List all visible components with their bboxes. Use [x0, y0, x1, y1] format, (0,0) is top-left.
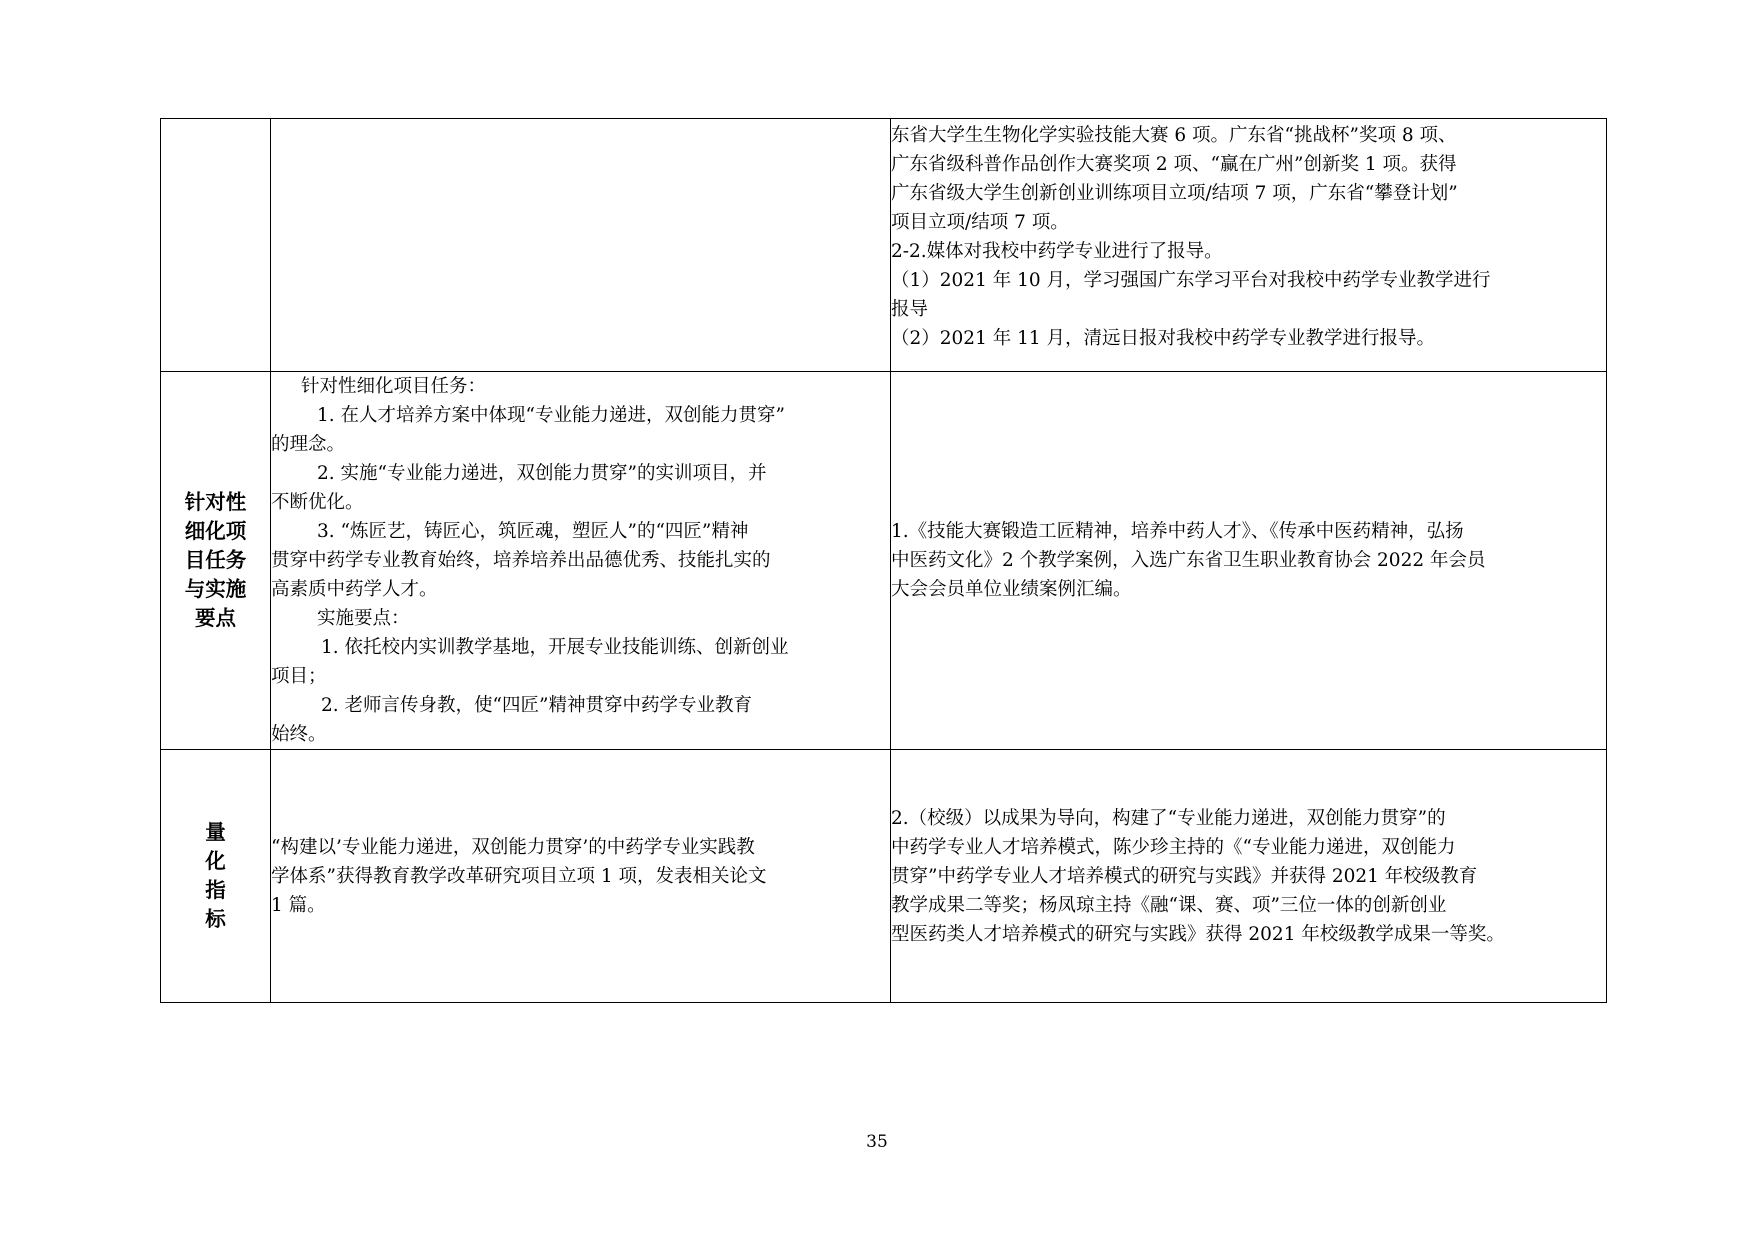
text-line: 实施要点：	[317, 608, 410, 629]
text-line: 学体系”获得教育教学改革研究项目立项 1 项，发表相关论文	[271, 865, 767, 887]
text-line: 型医药类人才培养模式的研究与实践》获得 2021 年校级教学成果一等奖。	[891, 923, 1505, 945]
label-line: 要点	[195, 606, 236, 630]
label-line: 化	[205, 849, 226, 873]
text-line: 1 篇。	[271, 894, 326, 916]
text-line: 广东省级科普作品创作大赛奖项 2 项、“赢在广州”创新奖 1 项。获得	[891, 154, 1457, 175]
table-row	[161, 119, 1607, 372]
text-line: 广东省级大学生创新创业训练项目立项/结项 7 项，广东省“攀登计划”	[891, 183, 1458, 204]
text-line: 2-2.媒体对我校中药学专业进行了报导。	[891, 241, 1223, 262]
label-line: 针对性	[184, 490, 247, 514]
text-line: 项目立项/结项 7 项。	[891, 212, 1069, 233]
text-line: 东省大学生生物化学实验技能大赛 6 项。广东省“挑战杯”奖项 8 项、	[891, 125, 1457, 146]
label-line: 量	[205, 820, 226, 844]
row1-label-cell	[161, 119, 271, 372]
text-line: “构建以’专业能力递进，双创能力贯穿’的中药学专业实践教	[271, 836, 755, 858]
page-number: 35	[866, 1132, 888, 1152]
label-line: 指	[205, 878, 226, 902]
text-line: （1）2021 年 10 月，学习强国广东学习平台对我校中药学专业教学进行	[891, 270, 1491, 291]
label-line: 细化项	[184, 519, 247, 543]
label-line: 与实施	[184, 577, 247, 601]
text-line: （2）2021 年 11 月，清远日报对我校中药学专业教学进行报导。	[891, 328, 1436, 349]
row3-right-cell	[891, 750, 1607, 1003]
row1-right-cell	[891, 119, 1607, 372]
text-line: 的理念。	[271, 434, 346, 455]
text-line: 1.《技能大赛锻造工匠精神，培养中药人才》、《传承中医药精神，弘扬	[891, 521, 1464, 542]
text-line: 1. 在人才培养方案中体现“专业能力递进，双创能力贯穿”	[317, 405, 785, 426]
text-line: 高素质中药学人才。	[271, 579, 438, 600]
text-line: 中药学专业人才培养模式，陈少珍主持的《“专业能力递进，双创能力	[891, 836, 1456, 858]
text-line: 2. 老师言传身教，使“四匠”精神贯穿中药学专业教育	[321, 695, 752, 716]
text-line: 贯穿”中药学专业人才培养模式的研究与实践》并获得 2021 年校级教育	[891, 865, 1478, 887]
row3-label-cell	[161, 750, 271, 1003]
label-line: 标	[205, 907, 226, 931]
row2-right-cell	[891, 372, 1607, 750]
table-row	[161, 750, 1607, 1003]
text-line: 2.（校级）以成果为导向，构建了“专业能力递进，双创能力贯穿”的	[891, 807, 1446, 829]
row2-label-cell	[161, 372, 271, 750]
text-line: 项目；	[271, 666, 327, 687]
text-line: 中医药文化》2 个教学案例，入选广东省卫生职业教育协会 2022 年会员	[891, 550, 1486, 571]
row3-mid-cell	[271, 750, 891, 1003]
row2-mid-cell	[271, 372, 891, 750]
text-line: 3. “炼匠艺，铸匠心，筑匠魂，塑匠人”的“四匠”精神	[317, 521, 749, 542]
text-line: 始终。	[271, 724, 327, 745]
text-line: 贯穿中药学专业教育始终，培养培养出品德优秀、技能扎实的	[271, 550, 771, 571]
text-line: 报导	[891, 299, 929, 320]
text-line: 大会会员单位业绩案例汇编。	[891, 579, 1132, 600]
text-line: 教学成果二等奖；杨凤琼主持《融“课、赛、项”三位一体的创新创业	[891, 894, 1447, 916]
table-row	[161, 372, 1607, 750]
text-line: 针对性细化项目任务：	[301, 376, 487, 397]
content-table	[160, 118, 1607, 1003]
text-line: 1. 依托校内实训教学基地，开展专业技能训练、创新创业	[321, 637, 789, 658]
text-line: 2. 实施“专业能力递进，双创能力贯穿”的实训项目，并	[317, 463, 767, 484]
label-line: 目任务	[184, 548, 247, 572]
text-line: 不断优化。	[271, 492, 364, 513]
row1-mid-cell	[271, 119, 891, 372]
